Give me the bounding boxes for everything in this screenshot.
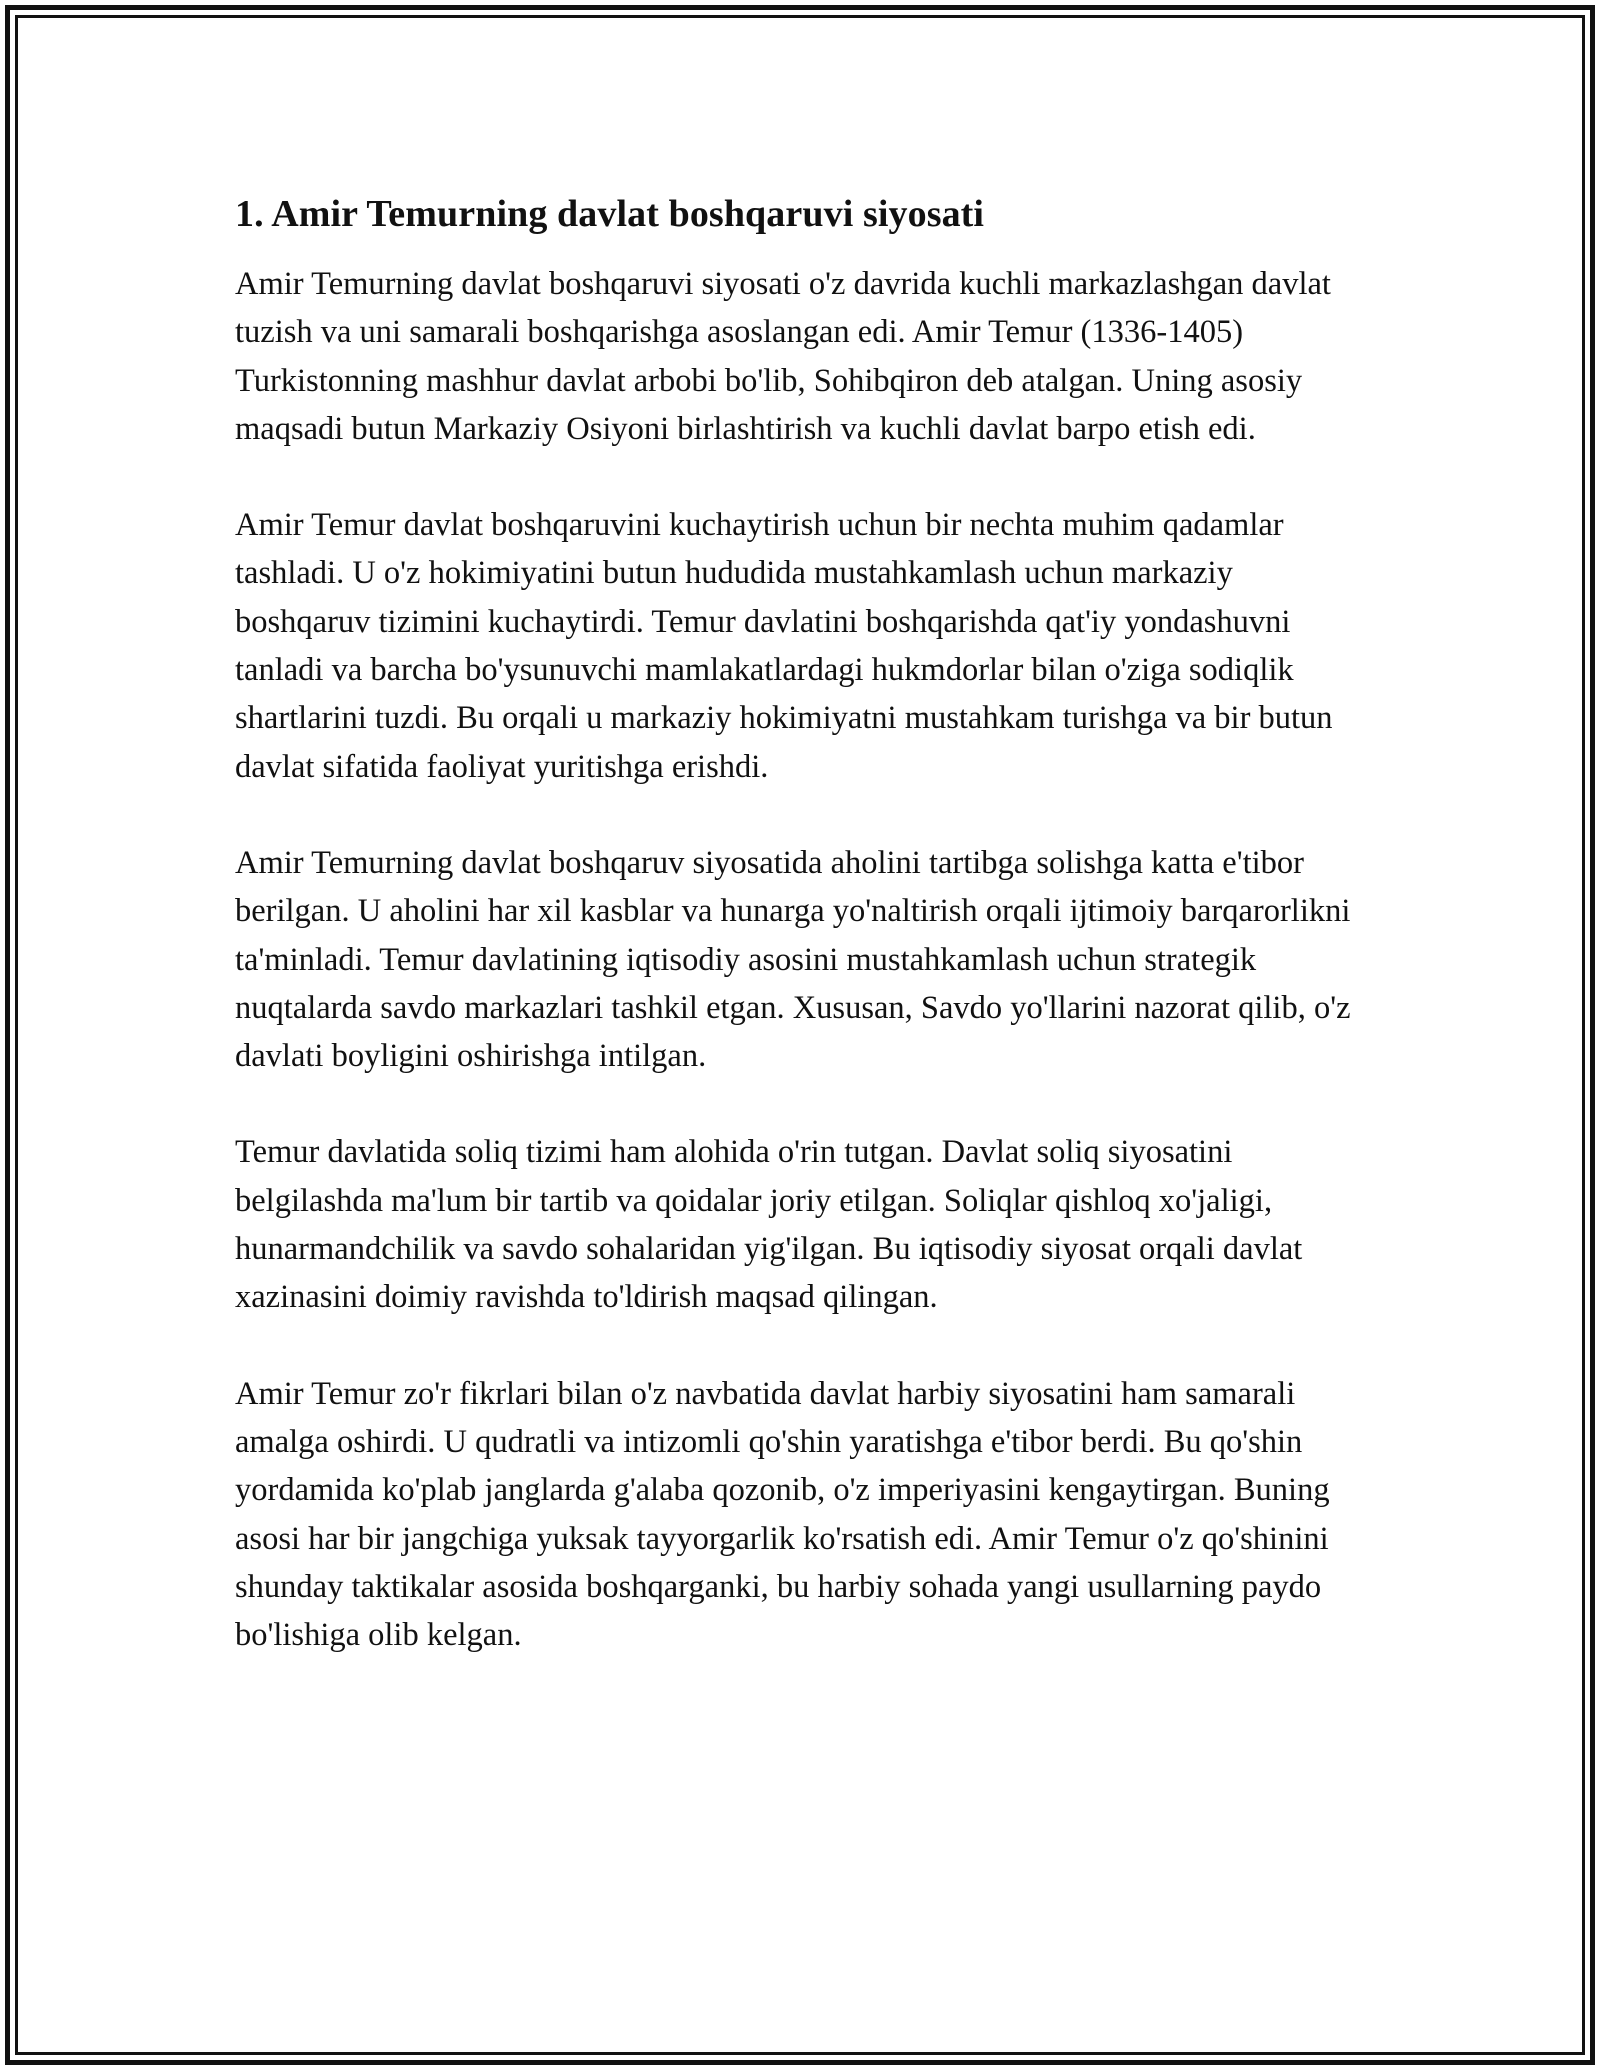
section-heading: 1. Amir Temurning davlat boshqaruvi siyosati — [235, 193, 985, 235]
paragraph-2: Amir Temur davlat boshqaruvini kuchaytirish uchun bir nechta muhim qadamlar tashladi. U o'z hokimiyatini butun hududida mustahkamlash uchun markaziy boshqaruv tizimini kuchaytirdi. Temur davlatini boshqarishda qat'iy yondashuvni tanladi va barcha bo'ysunuvchi mamlakatlardagi hukmdorlar bilan o'ziga sodiqlik shartlarini tuzdi. Bu orqali u markaziy hokimiyatni mustahkam turishga va bir butun davlat sifatida faoliyat yuritishga erishdi. — [235, 507, 1333, 785]
paragraph-1: Amir Temurning davlat boshqaruvi siyosati o'z davrida kuchli markazlashgan davlat tuzish va uni samarali boshqarishga asoslangan edi. Amir Temur (1336-1405) Turkistonning mashhur davlat arbobi bo'lib, Sohibqiron deb atalgan. Uning asosiy maqsadi butun Markaziy Osiyoni birlashtirish va kuchli davlat barpo etish edi. — [235, 266, 1331, 447]
paragraph-4: Temur davlatida soliq tizimi ham alohida o'rin tutgan. Davlat soliq siyosatini belgilashda ma'lum bir tartib va qoidalar joriy etilgan. Soliqlar qishloq xo'jaligi, hunarmandchilik va savdo sohalaridan yig'ilgan. Bu iqtisodiy siyosat orqali davlat xazinasini doimiy ravishda to'ldirish maqsad qilingan. — [235, 1134, 1303, 1316]
paragraph-3: Amir Temurning davlat boshqaruv siyosatida aholini tartibga solishga katta e'tibor berilgan. U aholini har xil kasblar va hunarga yo'naltirish orqali ijtimoiy barqarorlikni ta'minladi. Temur davlatining iqtisodiy asosini mustahkamlash uchun strategik nuqtalarda savdo markazlari tashkil etgan. Xususan, Savdo yo'llarini nazorat qilib, o'z davlati boyligini oshirishga intilgan. — [235, 844, 1351, 1075]
paragraph-5: Amir Temur zo'r fikrlari bilan o'z navbatida davlat harbiy siyosatini ham samarali amalga oshirdi. U qudratli va intizomli qo'shin yaratishga e'tibor berdi. Bu qo'shin yordamida ko'plab janglarda g'alaba qozonib, o'z imperiyasini kengaytirgan. Buning asosi har bir jangchiga yuksak tayyorgarlik ko'rsatish edi. Amir Temur o'z qo'shinini shunday taktikalar asosida boshqarganki, bu harbiy sohada yangi usullarning paydo bo'lishiga olib kelgan. — [235, 1375, 1330, 1654]
document-body — [235, 190, 1375, 1659]
